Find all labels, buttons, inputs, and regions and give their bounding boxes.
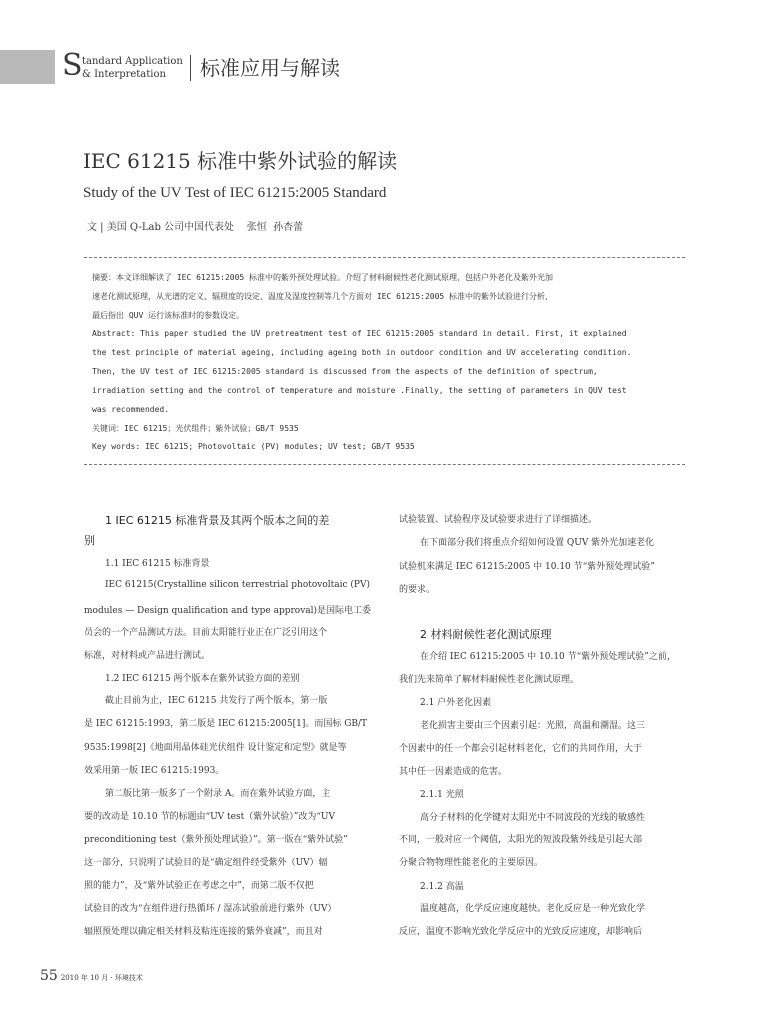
body-line: 我们先来简单了解材料耐候性老化测试原理。: [399, 675, 580, 685]
body-line: IEC 61215(Crystalline silicon terrestrial photovoltaic (PV): [105, 580, 371, 590]
body-line: 2.1.2 高温: [420, 882, 464, 892]
abstract-top-rule: [84, 257, 685, 258]
body-line: 高分子材料的化学键对太阳光中不同波段的光线的敏感性: [420, 813, 646, 823]
body-line: 截止目前为止，IEC 61215 共发行了两个版本，第一版: [105, 696, 328, 706]
footer-issue-text: 2010 年 10 月 · 环境技术: [60, 974, 143, 982]
section-heading: 1 IEC 61215 标准背景及其两个版本之间的差: [105, 514, 330, 527]
body-line: 9535:1998[2]《地面用晶体硅光伏组件 设计鉴定和定型》就是等: [84, 743, 347, 753]
body-line: preconditioning test（紫外预处理试验）”。第一版在“紫外试验”: [84, 835, 348, 845]
body-line: 试验装置、试验程序及试验要求进行了详细描述。: [399, 515, 598, 525]
body-line: 是 IEC 61215:1993，第二版是 IEC 61215:2005[1]。而国标 GB/T: [84, 719, 368, 729]
body-line: 1.1 IEC 61215 标准背景: [105, 559, 210, 569]
body-line: 第二版比第一版多了一个附录 A。而在紫外试验方面，主: [105, 789, 331, 799]
body-line: 老化损害主要由三个因素引起：光照，高温和潮湿。这三: [420, 721, 646, 731]
body-line: 反应，温度不影响光致化学反应中的光致反应速度，却影响后: [399, 927, 643, 937]
section-title-cn: 标准应用与解读: [200, 56, 340, 80]
section-heading: 2 材料耐候性老化测试原理: [420, 628, 552, 641]
body-line: 在介绍 IEC 61215:2005 中 10.10 节“紫外预处理试验”之前，: [420, 652, 676, 662]
article-title-cn: IEC 61215 标准中紫外试验的解读: [83, 149, 398, 173]
section-tab-block: [0, 50, 55, 84]
abstract-line: Abstract: This paper studied the UV pretreatment test of IEC 61215:2005 standard in detail. First, it explained: [92, 329, 627, 338]
body-line: 2.1.1 光照: [420, 790, 464, 800]
article-title-en: Study of the UV Test of IEC 61215:2005 Standard: [83, 185, 387, 201]
page-number: 55: [40, 968, 58, 984]
body-line: 分聚合物物理性能老化的主要原因。: [399, 858, 544, 868]
body-line: 效采用第一版 IEC 61215:1993。: [84, 766, 225, 776]
body-line: 1.2 IEC 61215 两个版本在紫外试验方面的差别: [105, 674, 300, 684]
section-heading: 别: [84, 534, 95, 547]
section-title-en-line2: & Interpretation: [82, 69, 166, 80]
body-line: 这一部分，只说明了试验目的是“确定组件经受紫外（UV）辐: [84, 858, 328, 868]
body-line: 标准，对材料或产品进行测试。: [84, 651, 211, 661]
body-line: 在下面部分我们将重点介绍如何设置 QUV 紫外光加速老化: [420, 538, 655, 548]
body-line: 个因素中的任一个都会引起材料老化，它们的共同作用，大于: [399, 744, 643, 754]
abstract-bottom-rule: [84, 464, 685, 465]
body-line: 员会的一个产品测试方法。目前太阳能行业正在广泛引用这个: [84, 628, 328, 638]
keywords-cn: 关键词：IEC 61215；光伏组件；紫外试验；GB/T 9535: [92, 424, 299, 433]
body-line: 温度越高，化学反应速度越快。老化反应是一种光致化学: [420, 904, 646, 914]
body-line: 要的改动是 10.10 节的标题由“UV test（紫外试验）”改为“UV: [84, 812, 335, 822]
section-initial-letter: S: [62, 48, 83, 83]
section-divider: [190, 55, 191, 81]
abstract-line: 摘要：本文详细解读了 IEC 61215:2005 标准中的紫外预处理试验。介绍了材料耐候性老化测试原理，包括户外老化及紫外光加: [92, 273, 554, 282]
keywords-en: Key words: IEC 61215; Photovoltaic (PV) modules; UV test; GB/T 9535: [92, 442, 415, 451]
body-line: 试验目的改为“在组件进行热循环 / 湿冻试验前进行紫外（UV）: [84, 904, 337, 914]
abstract-line: was recommended.: [92, 405, 170, 414]
body-line: 不同，一般对应一个阈值，太阳光的短波段紫外线是引起大部: [399, 835, 643, 845]
body-line: 照的能力”，及“紫外试验正在考虑之中”，而第二版不仅把: [84, 881, 314, 891]
abstract-line: the test principle of material ageing, including ageing both in outdoor condition and UV accelerating condition.: [92, 348, 632, 357]
body-line: 试验机来满足 IEC 61215:2005 中 10.10 节“紫外预处理试验”: [399, 562, 655, 572]
body-line: 其中任一因素造成的危害。: [399, 767, 508, 777]
abstract-line: irradiation setting and the control of temperature and moisture .Finally, the setting of parameters in QUV test: [92, 386, 627, 395]
abstract-line: Then, the UV test of IEC 61215:2005 standard is discussed from the aspects of the definition of spectrum,: [92, 367, 598, 376]
article-byline: 文 | 美国 Q-Lab 公司中国代表处 张恒 孙杏蕾: [87, 222, 304, 233]
section-title-en-line1: tandard Application: [82, 56, 183, 67]
abstract-line: 最后指出 QUV 运行该标准时的参数设定。: [92, 311, 245, 320]
body-line: 辐照预处理以确定相关材料及粘连连接的紫外衰减”，而且对: [84, 927, 323, 937]
abstract-line: 速老化测试原理，从光谱的定义、辐照度的设定、温度及湿度控制等几个方面对 IEC 61215:2005 标准中的紫外试验进行分析，: [92, 292, 554, 301]
body-line: 2.1 户外老化因素: [420, 698, 492, 708]
page-footer: [40, 970, 143, 984]
body-line: 的要求。: [399, 585, 436, 595]
body-line: modules — Design qualification and type approval)是国际电工委: [84, 606, 372, 616]
